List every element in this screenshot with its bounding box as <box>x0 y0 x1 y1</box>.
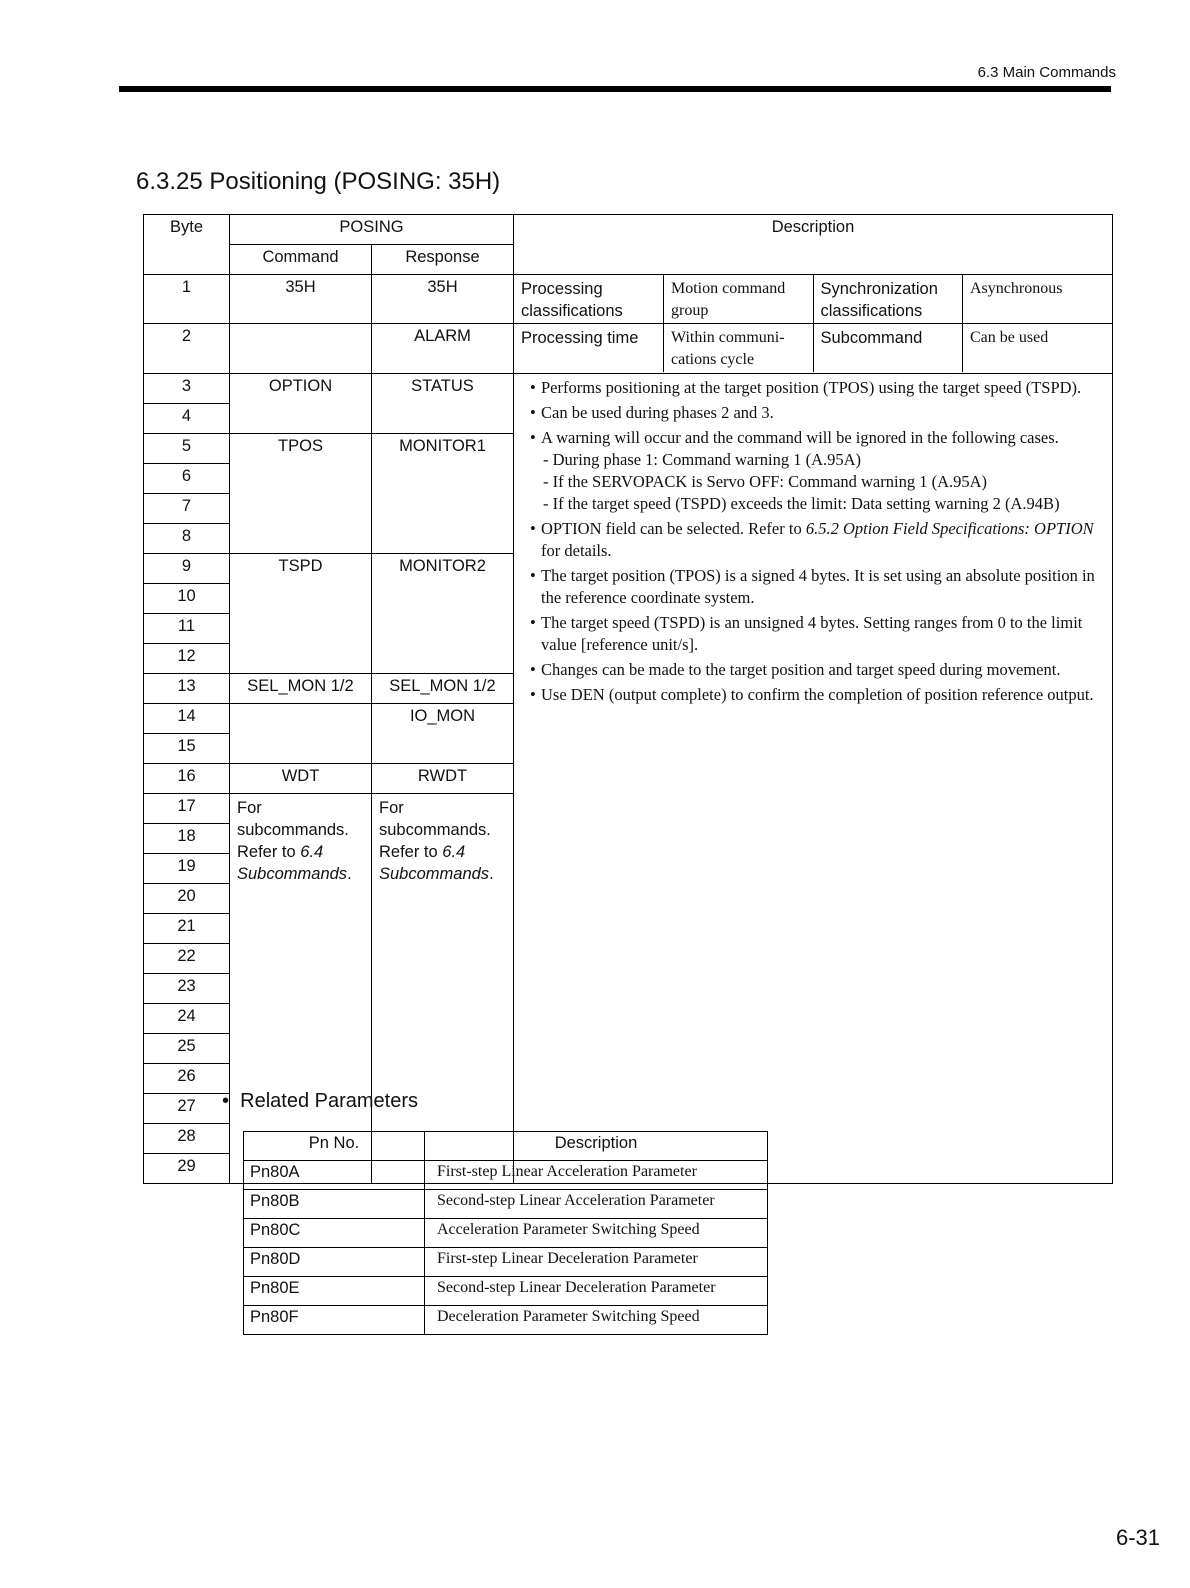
byte-number: 20 <box>144 884 230 914</box>
byte-number: 15 <box>144 734 230 764</box>
command-subcommand-note: For subcommands. Refer to 6.4 Subcommands. <box>230 794 372 1184</box>
command-cell: SEL_MON 1/2 <box>230 674 372 704</box>
header-description: Description <box>514 215 1113 275</box>
byte-number: 23 <box>144 974 230 1004</box>
param-number: Pn80E <box>244 1277 425 1306</box>
byte-number: 26 <box>144 1064 230 1094</box>
warning-case: - If the target speed (TSPD) exceeds the limit: Data setting warning 2 (A.94B) <box>543 494 1060 513</box>
header-response: Response <box>372 245 514 275</box>
description-item: • The target position (TPOS) is a signed 4 bytes. It is set using an absolute position in the reference coordinate system. <box>530 566 1095 607</box>
byte-number: 9 <box>144 554 230 584</box>
byte-number: 5 <box>144 434 230 464</box>
processing-time-value: Within communi-cations cycle <box>664 324 814 373</box>
header-param-description: Description <box>425 1132 768 1161</box>
byte-number: 21 <box>144 914 230 944</box>
byte-number: 29 <box>144 1154 230 1184</box>
subcommand-reference: 6.4 Subcommands <box>237 843 348 883</box>
related-parameters-heading <box>222 1090 418 1113</box>
info-grid <box>514 275 1112 372</box>
description-item: • Can be used during phases 2 and 3. <box>530 403 774 422</box>
response-subcommand-note: For subcommands. Refer to 6.4 Subcommands. <box>372 794 514 1184</box>
response-cell: ALARM <box>371 323 514 373</box>
table-row <box>244 1219 768 1248</box>
byte-number: 24 <box>144 1004 230 1034</box>
subcommand-label: Subcommand <box>813 324 963 373</box>
param-number: Pn80F <box>244 1306 425 1335</box>
param-description: First-step Linear Acceleration Parameter <box>425 1161 768 1190</box>
processing-classifications-label: Processing classifications <box>514 275 664 324</box>
byte-number: 28 <box>144 1124 230 1154</box>
byte-number: 6 <box>144 464 230 494</box>
param-number: Pn80A <box>244 1161 425 1190</box>
response-cell: IO_MON <box>372 704 514 764</box>
description-list <box>530 377 1106 706</box>
response-cell: SEL_MON 1/2 <box>372 674 514 704</box>
byte-number: 8 <box>144 524 230 554</box>
related-parameters-table <box>243 1131 768 1335</box>
page-number: 6-31 <box>1115 1525 1160 1550</box>
byte-number: 12 <box>144 644 230 674</box>
param-number: Pn80B <box>244 1190 425 1219</box>
response-cell: MONITOR1 <box>372 434 514 554</box>
subcommand-value: Can be used <box>970 329 1049 346</box>
related-parameters-title: Related Parameters <box>240 1090 419 1112</box>
cmd-byte-1-2 <box>230 275 372 374</box>
response-cell: 35H <box>427 278 458 296</box>
description-cell <box>514 374 1113 1184</box>
subcommand-note-line: For subcommands. <box>237 799 349 839</box>
byte-number: 27 <box>144 1094 230 1124</box>
warning-case: - If the SERVOPACK is Servo OFF: Command warning 1 (A.95A) <box>543 472 988 491</box>
rsp-byte-1-2 <box>372 275 514 374</box>
command-cell <box>230 704 372 764</box>
command-cell: TSPD <box>230 554 372 674</box>
description-item: • Changes can be made to the target position and target speed during movement. <box>530 660 1061 679</box>
command-cell: OPTION <box>230 374 372 434</box>
header-posing: POSING <box>230 215 514 245</box>
byte-number: 17 <box>144 794 230 824</box>
synchronization-classifications-value: Asynchronous <box>963 275 1113 324</box>
param-number: Pn80D <box>244 1248 425 1277</box>
table-row <box>244 1190 768 1219</box>
running-head: 6.3 Main Commands <box>977 64 1116 81</box>
byte-number: 10 <box>144 584 230 614</box>
byte-number: 18 <box>144 824 230 854</box>
table-row <box>244 1248 768 1277</box>
table-row <box>244 1306 768 1335</box>
response-cell: STATUS <box>372 374 514 434</box>
param-description: Acceleration Parameter Switching Speed <box>425 1219 768 1248</box>
table-row <box>244 1277 768 1306</box>
command-cell: WDT <box>230 764 372 794</box>
byte-1-cell <box>144 275 230 374</box>
byte-number: 19 <box>144 854 230 884</box>
description-item: • Use DEN (output complete) to confirm the completion of position reference output. <box>530 685 1094 704</box>
header-rule <box>119 86 1111 92</box>
param-description: Second-step Linear Acceleration Parameter <box>425 1190 768 1219</box>
command-cell: TPOS <box>230 434 372 554</box>
description-item: • The target speed (TSPD) is an unsigned 4 bytes. Setting ranges from 0 to the limit value [reference unit/s]. <box>530 613 1083 654</box>
synchronization-classifications-label: Synchronization classifications <box>813 275 963 324</box>
byte-number: 25 <box>144 1034 230 1064</box>
response-cell: RWDT <box>372 764 514 794</box>
header-command: Command <box>230 245 372 275</box>
processing-time-label: Processing time <box>514 324 664 373</box>
byte-number: 3 <box>144 374 230 404</box>
posing-command-table <box>143 214 1113 1184</box>
byte-number: 13 <box>144 674 230 704</box>
byte-number: 11 <box>144 614 230 644</box>
param-description: Second-step Linear Deceleration Parameter <box>425 1277 768 1306</box>
response-cell: MONITOR2 <box>372 554 514 674</box>
byte-number: 1 <box>181 278 192 296</box>
byte-number: 22 <box>144 944 230 974</box>
table-row <box>244 1161 768 1190</box>
byte-number: 14 <box>144 704 230 734</box>
warning-case: - During phase 1: Command warning 1 (A.95A) <box>543 450 862 469</box>
description-item: • Performs positioning at the target position (TPOS) using the target speed (TSPD). <box>530 378 1082 397</box>
section-title: 6.3.25 Positioning (POSING: 35H) <box>136 168 501 195</box>
byte-number: 4 <box>144 404 230 434</box>
param-description: Deceleration Parameter Switching Speed <box>425 1306 768 1335</box>
description-item: • A warning will occur and the command will be ignored in the following cases. - During phase 1: Command warning 1 (A.95A) - If the SERVOPACK is Servo OFF: Command warning 1 (A.95A) - If the target speed (TSPD) exceeds the limit: Data setting warning 2 (A.94B) <box>530 427 1106 515</box>
option-field-reference: 6.5.2 Option Field Specifications: OPTION <box>805 519 1094 538</box>
byte-number: 2 <box>143 323 230 373</box>
subcommand-note-line: For subcommands. <box>379 799 491 839</box>
description-item: • OPTION field can be selected. Refer to 6.5.2 Option Field Specifications: OPTION for details. <box>530 519 1094 560</box>
command-cell <box>229 323 372 373</box>
command-cell: 35H <box>285 278 316 296</box>
heading-bullet: • <box>222 1090 230 1112</box>
byte-number: 16 <box>144 764 230 794</box>
processing-classifications-value: Motion command group <box>664 275 814 324</box>
info-cell <box>514 275 1113 374</box>
subcommand-reference: 6.4 Subcommands <box>379 843 490 883</box>
param-number: Pn80C <box>244 1219 425 1248</box>
byte-number: 7 <box>144 494 230 524</box>
header-pn-no: Pn No. <box>244 1132 425 1161</box>
header-byte: Byte <box>144 215 230 275</box>
param-description: First-step Linear Deceleration Parameter <box>425 1248 768 1277</box>
